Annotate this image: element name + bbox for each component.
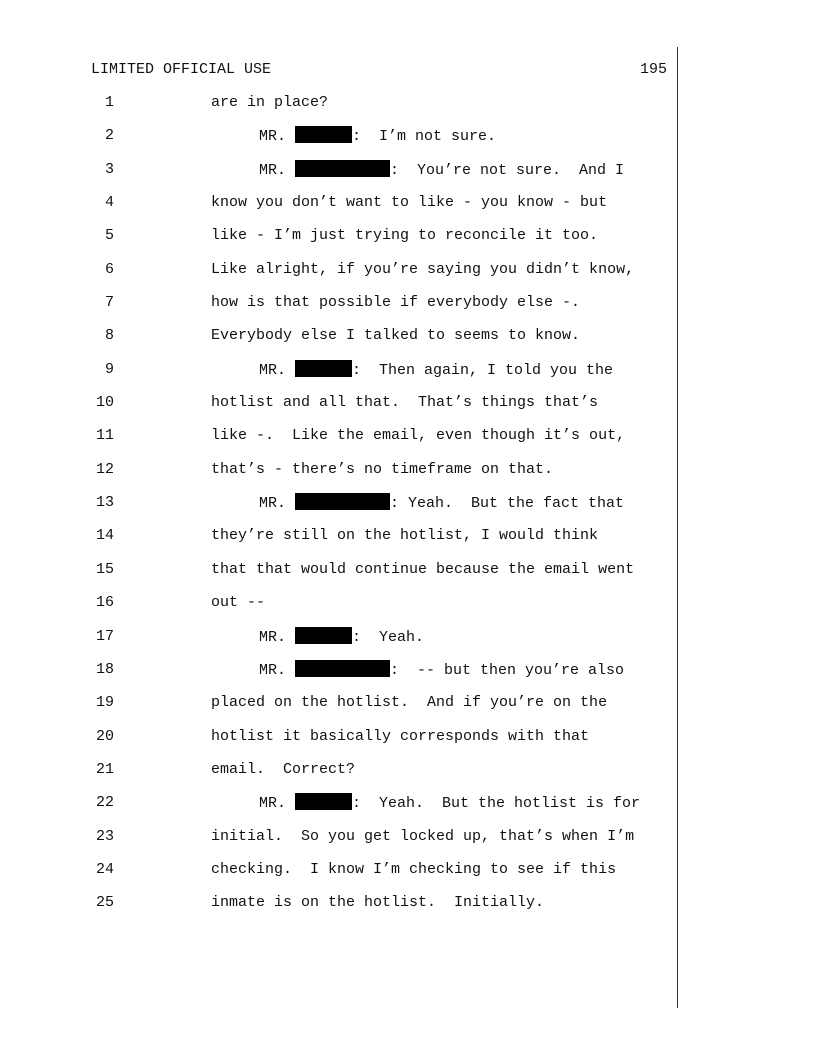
text-segment: : I’m not sure.: [352, 128, 497, 146]
line-number: 11: [95, 427, 114, 445]
text-segment: MR.: [259, 128, 296, 146]
transcript-line: [0, 426, 676, 459]
line-number: 24: [95, 860, 114, 878]
line-number: 10: [95, 394, 114, 412]
text-segment: placed on the hotlist. And if you’re on the: [211, 694, 608, 712]
transcript-line: [0, 827, 676, 860]
text-segment: that that would continue because the email went: [211, 560, 635, 578]
line-number: 15: [95, 560, 114, 578]
line-number: 13: [95, 494, 114, 512]
transcript-line: [0, 593, 676, 626]
text-segment: Like alright, if you’re saying you didn’t know,: [211, 260, 635, 278]
transcript-line: [0, 793, 676, 826]
line-text: [211, 560, 634, 580]
transcript-line: [0, 193, 676, 226]
transcript-line: [0, 760, 676, 793]
text-segment: : Yeah. But the fact that: [390, 495, 625, 513]
text-segment: they’re still on the hotlist, I would think: [211, 527, 599, 545]
line-text: [259, 660, 624, 681]
text-segment: like -. Like the email, even though it’s out,: [211, 427, 626, 445]
text-segment: hotlist it basically corresponds with that: [211, 727, 590, 745]
line-number: 19: [95, 694, 114, 712]
line-text: [211, 393, 598, 413]
line-text: [259, 493, 624, 514]
line-text: [259, 627, 424, 648]
line-text: [211, 727, 589, 747]
transcript-line: [0, 226, 676, 259]
transcript-line: [0, 660, 676, 693]
transcript-line: [0, 393, 676, 426]
transcript-line: [0, 526, 676, 559]
redaction-block: [295, 360, 352, 377]
line-text: [211, 193, 607, 213]
line-text: [259, 793, 640, 814]
transcript-line: [0, 460, 676, 493]
transcript-line: [0, 493, 676, 526]
text-segment: know you don’t want to like - you know - but: [211, 194, 608, 212]
transcript-line: [0, 93, 676, 126]
line-text: [211, 93, 328, 113]
redaction-block: [295, 627, 352, 644]
line-text: [211, 893, 544, 913]
redaction-block: [295, 160, 390, 177]
transcript-line: [0, 893, 676, 926]
line-number: 4: [104, 194, 114, 212]
page-number: 195: [639, 61, 667, 78]
line-text: [211, 326, 580, 346]
line-number: 17: [95, 627, 114, 645]
text-segment: MR.: [259, 661, 296, 679]
text-segment: : -- but then you’re also: [390, 661, 625, 679]
line-text: [211, 226, 598, 246]
transcript-line: [0, 627, 676, 660]
transcript-line: [0, 126, 676, 159]
text-segment: : Yeah.: [352, 628, 425, 646]
line-text: [211, 293, 580, 313]
transcript-line: [0, 860, 676, 893]
transcript-line: [0, 360, 676, 393]
transcript-line: [0, 693, 676, 726]
line-number: 25: [95, 894, 114, 912]
line-text: [211, 827, 634, 847]
text-segment: are in place?: [211, 94, 329, 111]
redaction-block: [295, 660, 390, 677]
line-text: [259, 160, 624, 181]
text-segment: Everybody else I talked to seems to know.: [211, 327, 581, 345]
text-segment: MR.: [259, 361, 296, 379]
line-text: [211, 460, 553, 480]
line-number: 5: [104, 227, 114, 245]
transcript-line: [0, 160, 676, 193]
transcript-lines: [0, 93, 676, 927]
line-text: [211, 693, 607, 713]
text-segment: : Yeah. But the hotlist is for: [352, 795, 641, 813]
text-segment: MR.: [259, 628, 296, 646]
text-segment: MR.: [259, 161, 296, 179]
text-segment: MR.: [259, 795, 296, 813]
line-number: 12: [95, 460, 114, 478]
line-text: [211, 426, 625, 446]
text-segment: hotlist and all that. That’s things that’s: [211, 394, 599, 412]
text-segment: MR.: [259, 495, 296, 513]
transcript-line: [0, 727, 676, 760]
line-number: 3: [104, 160, 114, 178]
line-number: 21: [95, 760, 114, 778]
line-text: [211, 260, 634, 280]
text-segment: inmate is on the hotlist. Initially.: [211, 894, 545, 912]
transcript-line: [0, 293, 676, 326]
line-number: 6: [104, 260, 114, 278]
line-text: [211, 860, 616, 880]
transcript-line: [0, 560, 676, 593]
line-text: [259, 360, 613, 381]
transcript-line: [0, 326, 676, 359]
classification-header: LIMITED OFFICIAL USE: [91, 61, 272, 78]
line-number: 18: [95, 660, 114, 678]
line-number: 7: [104, 294, 114, 312]
redaction-block: [295, 493, 390, 510]
line-text: [259, 126, 496, 147]
line-number: 20: [95, 727, 114, 745]
text-segment: that’s - there’s no timeframe on that.: [211, 460, 554, 478]
line-number: 8: [104, 327, 114, 345]
line-number: 14: [95, 527, 114, 545]
text-segment: initial. So you get locked up, that’s when I’m: [211, 827, 635, 845]
text-segment: like - I’m just trying to reconcile it too.: [211, 227, 599, 245]
text-segment: : Then again, I told you the: [352, 361, 614, 379]
text-segment: out --: [211, 594, 266, 612]
text-segment: : You’re not sure. And I: [390, 161, 625, 179]
line-text: [211, 526, 598, 546]
line-number: 23: [95, 827, 114, 845]
text-segment: checking. I know I’m checking to see if this: [211, 860, 617, 878]
text-segment: email. Correct?: [211, 760, 356, 778]
redaction-block: [295, 126, 352, 143]
line-number: 9: [104, 360, 114, 378]
line-text: [211, 760, 355, 780]
right-margin-rule: [677, 47, 678, 1008]
line-number: 1: [104, 94, 114, 111]
line-number: 16: [95, 594, 114, 612]
redaction-block: [295, 793, 352, 810]
text-segment: how is that possible if everybody else -.: [211, 294, 581, 312]
line-text: [211, 593, 265, 613]
line-number: 2: [104, 127, 114, 145]
transcript-line: [0, 260, 676, 293]
line-number: 22: [95, 794, 114, 812]
